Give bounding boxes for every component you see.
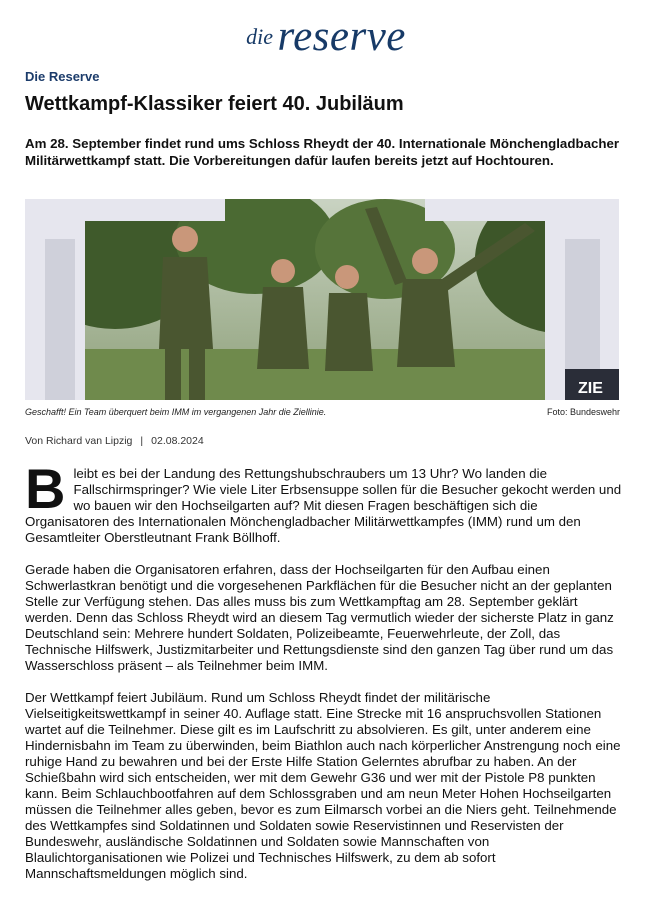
article-title: Wettkampf-Klassiker feiert 40. Jubiläum (25, 93, 404, 115)
photo-credit: Foto: Bundeswehr (546, 407, 620, 417)
publish-date: 02.08.2024 (151, 435, 204, 447)
author[interactable]: Von Richard van Lipzig (25, 435, 133, 447)
logo-reserve: reserve (277, 13, 406, 60)
logo-die: die (246, 24, 273, 49)
article-photo (25, 199, 619, 400)
article-kicker[interactable]: Die Reserve (25, 69, 100, 84)
article-lead: Am 28. September findet rund ums Schloss Rheydt der 40. Internationale Mönchengladbacher Militärwettkampf statt. Die Vorbereitungen dafür laufen bereits jetzt auf Hochtouren. (25, 136, 620, 168)
paragraph-3: Der Wettkampf feiert Jubiläum. Rund um Schloss Rheydt findet der militärische Vielseitigkeitswettkampf in seiner 40. Auflage statt. Eine Strecke mit 16 anspruchsvollen Stationen wartet auf die Teilnehmer. Diese gilt es im Laufschritt zu absolvieren. Es gilt, unter anderem eine Hindernisbahn im Team zu überwinden, beim Biathlon auch nach körperlicher Anstrengung noch eine ruhige Hand zu bewahren und bei der Erste Hilfe Station Gelerntes abrufbar zu haben. An der Schießbahn wird sich entscheiden, wer mit dem Gewehr G36 und wer mit der Pistole P8 punkten kann. Beim Schlauchbootfahren auf dem Schlossgraben und am neun Meter Hohen Hochseilgarten müssen die Teilnehmer alles geben, bevor es zum Eilmarsch vorbei an die Niers geht. Teilnehmende des Wettkampfes sind Soldatinnen und Soldaten sowie Reservistinnen und Reservisten der Bundeswehr, ausländische Soldatinnen und Soldaten sowie Mannschaften von Blaulichtorganisationen wie Polizei und Technisches Hilfswerk, zu dem ab sofort Mannschaftsmeldungen möglich sind. (25, 690, 621, 881)
article-body (25, 457, 625, 898)
paragraph-2: Gerade haben die Organisatoren erfahren, dass der Hochseilgarten für den Aufbau einen Schwerlastkran benötigt und die vorgesehenen Parkflächen für die Besucher nicht an der geplanten Stelle zur Verfügung stehen. Das alles muss bis zum Wettkampftag am 28. September geklärt werden. Denn das Schloss Rheydt wird an diesem Tag vermutlich wieder der sicherste Platz in ganz Deutschland sein: Mehrere hundert Soldaten, Polizeibeamte, Feuerwehrleute, der Zoll, das Technische Hilfswerk, Justizmitarbeiter und Rettungsdienste sind den ganzen Tag über rund um das Wasserschloss präsent – als Teilnehmer beim IMM. (25, 562, 614, 673)
byline (25, 435, 204, 447)
photo-caption: Geschafft! Ein Team überquert beim IMM im vergangenen Jahr die Ziellinie. (25, 407, 327, 417)
byline-separator: | (140, 435, 144, 447)
drop-cap: B (25, 457, 66, 520)
masthead-logo[interactable] (0, 12, 652, 61)
paragraph-1 (25, 457, 625, 546)
banner-text: ZIE (578, 380, 603, 397)
paragraph-1-text: leibt es bei der Landung des Rettungshubschraubers um 13 Uhr? Wo landen die Fallschirmspringer? Wie viele Liter Erbsensuppe sollen für die Besucher gekocht werden und wo bauen wir den Hochseilgarten auf? Mit diesen Fragen beschäftigen sich die Organisatoren des Internationalen Mönchengladbacher Militärwettkampfes (IMM) rund um den Gesamtleiter Oberstleutnant Frank Böllhoff. (25, 466, 622, 545)
